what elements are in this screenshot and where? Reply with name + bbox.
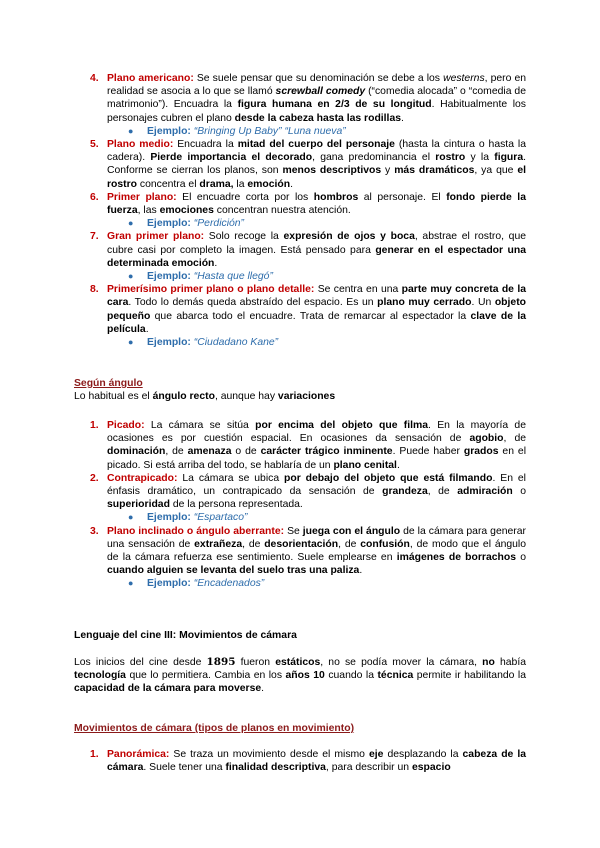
text-run: Pierde importancia el decorado: [150, 152, 313, 164]
text-run: . Habitualmente los personajes cubren el plano: [107, 99, 526, 124]
text-run: de la persona representada.: [169, 499, 303, 511]
text-run: el rostro: [107, 165, 527, 190]
text-run: , de modo que el ángulo de la cámara refuerza ese sentimiento. Suele emplearse en: [107, 538, 527, 564]
text-run: (“comedia alocada” o “comedia de matrimonio”). Encuadra la: [107, 86, 526, 111]
text-run: figura: [494, 152, 524, 164]
text-run: . En el énfasis dramático, un contrapicado da sensación de: [107, 472, 526, 498]
text-run: que abarca todo el encuadre. Trata de remarcar al espectador la: [150, 310, 471, 322]
example-value: “Hasta que llegó”: [193, 271, 273, 283]
text-run: superioridad: [107, 499, 170, 511]
text-run: confusión: [360, 538, 410, 550]
text-run: westerns: [443, 73, 485, 84]
example-line: [0, 270, 600, 283]
text-run: ángulo recto: [152, 391, 215, 403]
text-run: plano cenital: [333, 459, 397, 471]
text-run: Se traza un movimiento desde el mismo: [169, 749, 369, 760]
list-item-title: Plano medio:: [107, 139, 174, 151]
text-run: La cámara se sitúa: [144, 420, 256, 431]
list-item: [0, 138, 600, 191]
text-run: desde la cabeza hasta las rodillas: [234, 112, 402, 124]
bullet-icon: ●: [128, 125, 134, 136]
text-run: parte muy concreta de la cara: [107, 284, 526, 309]
text-run: rostro: [435, 152, 466, 164]
text-run: no: [482, 657, 495, 668]
text-run: variaciones: [277, 391, 336, 403]
list-item-number: 5.: [90, 139, 99, 151]
text-run: clave de la película: [107, 310, 526, 335]
list-item-number: 1.: [90, 420, 99, 431]
text-run: había: [494, 657, 526, 668]
text-run: o: [512, 486, 526, 498]
text-run: menos descriptivos: [282, 165, 382, 177]
text-run: .: [214, 257, 218, 269]
text-run: grandeza: [382, 486, 428, 498]
text-run: por encima del objeto que filma: [255, 420, 429, 431]
text-run: screwball comedy: [275, 86, 366, 98]
text-run: cuando la: [324, 670, 378, 682]
text-run: .: [145, 323, 149, 335]
text-run: en el picado. Si está arriba del todo, se hablaría de un: [107, 446, 526, 471]
text-run: , aunque hay: [214, 391, 278, 403]
list-item: [0, 230, 600, 270]
list-item: [0, 191, 600, 217]
section-angle-title: Según ángulo: [74, 378, 143, 389]
list-item-number: 8.: [90, 284, 99, 296]
text-run: , las: [137, 205, 160, 217]
example-value: “Perdición”: [193, 218, 245, 230]
chapter-heading: Lenguaje del cine III: Movimientos de cámara: [74, 630, 297, 641]
text-run: . Conforme se cierran los planos, son: [107, 152, 526, 177]
text-run: 1895: [206, 656, 236, 668]
text-run: .: [261, 683, 265, 695]
list-item-number: 7.: [90, 231, 99, 243]
list-item-number: 1.: [90, 749, 99, 760]
example-value: “Espartaco”: [193, 512, 248, 524]
text-run: o: [516, 552, 526, 564]
list-item-title: Plano inclinado o ángulo aberrante:: [107, 525, 285, 537]
text-run: (hasta la cintura o hasta la cadera).: [107, 139, 526, 164]
example-value: “Encadenados”: [193, 578, 265, 590]
text-run: espacio: [411, 762, 451, 774]
section-movements: [74, 722, 354, 735]
text-run: . Un: [471, 297, 495, 309]
list-item-number: 3.: [90, 525, 99, 537]
text-run: fueron: [235, 657, 276, 668]
text-run: . Suele tener una: [143, 762, 226, 774]
text-run: , de: [242, 538, 265, 550]
example-value: “Ciudadano Kane”: [193, 337, 279, 349]
text-run: desplazando la: [383, 749, 463, 760]
text-run: imágenes de borrachos: [396, 552, 516, 564]
text-run: El encuadre corta por los: [176, 191, 314, 203]
text-run: concentra el: [137, 178, 200, 190]
text-run: , de: [338, 538, 361, 550]
list-item-title: Panorámica:: [107, 749, 170, 760]
example-line: [0, 511, 600, 524]
text-run: la: [233, 178, 248, 190]
text-run: al personaje. El: [358, 191, 447, 203]
list-item-title: Gran primer plano:: [107, 231, 205, 243]
text-run: Se: [284, 525, 303, 537]
text-run: mitad del cuerpo del personaje: [237, 139, 395, 151]
bullet-icon: ●: [128, 578, 134, 589]
text-run: y: [381, 165, 395, 177]
list-item-number: 4.: [90, 73, 99, 84]
text-run: técnica: [377, 670, 414, 682]
example-label: Ejemplo:: [147, 125, 191, 137]
angle-list: [0, 419, 600, 591]
text-run: desorientación: [264, 538, 339, 550]
text-run: admiración: [457, 486, 513, 498]
text-run: agobio: [469, 433, 504, 445]
camera-movements-list: [0, 748, 600, 774]
section-angle: [74, 377, 335, 403]
example-label: Ejemplo:: [147, 218, 191, 230]
text-run: cuando alguien se levanta del suelo tras una paliza: [107, 565, 360, 577]
text-run: amenaza: [187, 446, 232, 458]
text-run: Encuadra la: [173, 139, 238, 151]
example-line: [0, 217, 600, 230]
example-line: [0, 125, 600, 138]
section-movements-title: Movimientos de cámara (tipos de planos en movimiento): [74, 723, 355, 734]
text-run: emoción: [247, 178, 291, 190]
text-run: La cámara se ubica: [177, 472, 285, 484]
text-run: figura humana en 2/3 de su longitud: [237, 99, 432, 111]
text-run: finalidad descriptiva: [225, 762, 326, 774]
text-run: concentran nuestra atención.: [213, 205, 351, 217]
text-run: más dramáticos: [394, 165, 475, 177]
text-run: Solo recoge la: [204, 231, 284, 243]
shot-types-list: [0, 72, 600, 349]
text-run: dominación: [107, 446, 166, 458]
text-run: Lo habitual es el: [74, 391, 153, 403]
text-run: hombros: [313, 191, 359, 203]
text-run: expresión de ojos y boca: [283, 231, 415, 243]
text-run: eje: [368, 749, 384, 760]
list-item: [0, 72, 600, 125]
text-run: capacidad de la cámara para moverse: [74, 683, 262, 695]
section-angle-intro: [74, 390, 335, 403]
bullet-icon: ●: [128, 337, 134, 348]
list-item-title: Primer plano:: [107, 191, 177, 203]
text-run: carácter trágico inminente: [260, 446, 393, 458]
list-item: [0, 419, 600, 472]
example-label: Ejemplo:: [147, 578, 191, 590]
bullet-icon: ●: [128, 271, 134, 282]
text-run: Los inicios del cine desde: [74, 657, 207, 668]
text-run: objeto pequeño: [107, 297, 526, 322]
bullet-icon: ●: [128, 218, 134, 229]
text-run: tecnología: [74, 670, 126, 682]
example-line: [0, 577, 600, 590]
text-run: que lo permitiera. Cambia en los: [125, 670, 286, 682]
text-run: , pero en realidad se asocia a lo que se llamó: [107, 73, 527, 98]
text-run: extrañeza: [194, 538, 243, 550]
intro-paragraph: [74, 656, 526, 696]
example-label: Ejemplo:: [147, 271, 191, 283]
list-item-title: Primerísimo primer plano o plano detalle:: [107, 284, 315, 296]
text-run: estáticos: [275, 657, 321, 668]
text-run: . Puede haber: [392, 446, 464, 458]
list-item: [0, 283, 600, 336]
list-item: [0, 525, 600, 578]
list-item-title: Picado:: [107, 420, 145, 431]
text-run: fondo pierde la fuerza: [107, 191, 526, 217]
text-run: , abstrae el rostro, que cubre casi por completo la imagen. Está pensado para: [107, 231, 527, 256]
text-run: o de: [231, 446, 261, 458]
example-label: Ejemplo:: [147, 512, 191, 524]
list-item-number: 6.: [90, 191, 99, 203]
text-run: generar en el espectador una determinada emoción: [107, 244, 526, 269]
text-run: emociones: [159, 205, 214, 217]
example-value: “Bringing Up Baby” “Luna nueva”: [193, 125, 346, 137]
text-run: .: [401, 112, 404, 124]
text-run: años 10: [285, 670, 325, 682]
text-run: por debajo del objeto que está filmando: [284, 472, 493, 484]
example-line: [0, 336, 600, 349]
list-item: [0, 748, 600, 774]
text-run: . En la mayoría de ocasiones es por cuestión espacial. En ocasiones da sensación de: [107, 420, 526, 445]
list-item-title: Contrapicado:: [107, 472, 178, 484]
text-run: permite ir habilitando la: [413, 670, 526, 682]
text-run: . Todo lo demás queda abstraído del espacio. Es un: [128, 297, 378, 309]
text-run: , gana predominancia el: [312, 152, 436, 164]
list-item-title: Plano americano:: [107, 73, 194, 84]
text-run: , para describir un: [325, 762, 412, 774]
text-run: , no se podía mover la cámara,: [320, 657, 483, 668]
list-item-number: 2.: [90, 472, 99, 484]
text-run: Se centra en una: [314, 284, 402, 296]
example-label: Ejemplo:: [147, 337, 191, 349]
text-run: , ya que: [474, 165, 518, 177]
text-run: plano muy cerrado: [377, 297, 472, 309]
text-run: .: [290, 178, 293, 190]
text-run: , de: [503, 433, 526, 445]
text-run: .: [396, 459, 400, 471]
text-run: grados: [463, 446, 499, 458]
bullet-icon: ●: [128, 512, 134, 523]
text-run: de la cámara para generar una sensación de: [107, 525, 526, 550]
text-run: y la: [465, 152, 495, 164]
text-run: .: [359, 565, 363, 577]
text-run: drama,: [199, 178, 234, 190]
text-run: Se suele pensar que su denominación se debe a los: [193, 73, 444, 84]
text-run: cabeza de la cámara: [107, 749, 526, 774]
text-run: , de: [427, 486, 458, 498]
text-run: , de: [165, 446, 188, 458]
text-run: juega con el ángulo: [302, 525, 401, 537]
list-item: [0, 472, 600, 512]
